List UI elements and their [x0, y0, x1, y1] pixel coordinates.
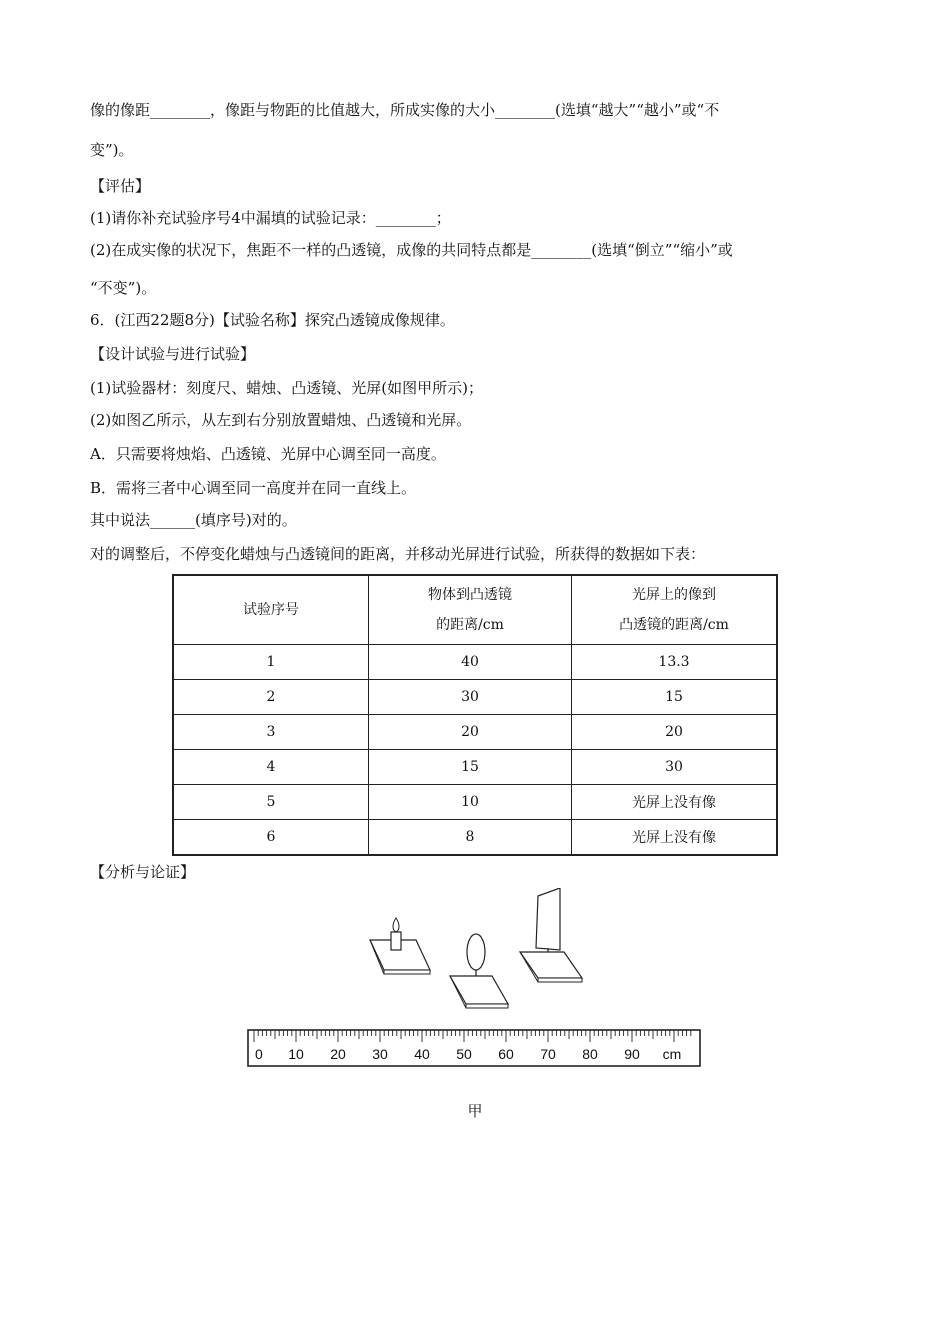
- cell-trial: 6: [173, 820, 369, 856]
- cell-image-distance: 30: [572, 750, 778, 785]
- text-line-6: “不变”)。: [90, 279, 157, 297]
- optical-bench-figure: [240, 888, 710, 1078]
- table-row: [173, 750, 777, 785]
- figure-caption: 甲: [467, 1102, 483, 1120]
- section-heading-design: 【设计试验与进行试验】: [90, 345, 256, 363]
- ruler-label: 60: [498, 1046, 514, 1062]
- text-line-9: (1)试验器材：刻度尺、蜡烛、凸透镜、光屏(如图甲所示)；: [90, 379, 483, 397]
- ruler-label: 20: [330, 1046, 346, 1062]
- cell-image-distance: 15: [572, 680, 778, 715]
- section-heading-analysis: 【分析与论证】: [90, 863, 196, 881]
- ruler-label: 70: [540, 1046, 556, 1062]
- table-row: [173, 785, 777, 820]
- cell-image-distance: 13.3: [572, 645, 778, 680]
- text-line-2: 变”)。: [90, 141, 134, 159]
- text-line-10: (2)如图乙所示，从左到右分别放置蜡烛、凸透镜和光屏。: [90, 411, 472, 429]
- ruler-label: 10: [288, 1046, 304, 1062]
- ruler-label: 40: [414, 1046, 430, 1062]
- ruler-label: cm: [662, 1046, 682, 1062]
- header-object-distance: 物体到凸透镜 的距离/cm: [369, 575, 572, 645]
- ruler-label: 50: [456, 1046, 472, 1062]
- cell-trial: 5: [173, 785, 369, 820]
- option-a: A．只需要将烛焰、凸透镜、光屏中心调至同一高度。: [90, 445, 446, 463]
- text-line-14: 对的调整后，不停变化蜡烛与凸透镜间的距离，并移动光屏进行试验，所获得的数据如下表：: [90, 545, 706, 563]
- cell-object-distance: 30: [369, 680, 572, 715]
- text-line-13: 其中说法______(填序号)对的。: [90, 511, 297, 529]
- cell-object-distance: 15: [369, 750, 572, 785]
- text-line-4: (1)请你补充试验序号4中漏填的试验记录：________；: [90, 209, 451, 227]
- table-row: [173, 820, 777, 856]
- ruler-label: 0: [255, 1046, 263, 1062]
- text-line-1: 像的像距________，像距与物距的比值越大，所成实像的大小________(选填“越大”“越小”或“不: [90, 101, 720, 119]
- cell-trial: 2: [173, 680, 369, 715]
- cell-object-distance: 40: [369, 645, 572, 680]
- data-table: [172, 574, 778, 856]
- ruler-label: 30: [372, 1046, 388, 1062]
- header-image-distance: 光屏上的像到 凸透镜的距离/cm: [572, 575, 778, 645]
- cell-image-distance: 20: [572, 715, 778, 750]
- ruler-label: 90: [624, 1046, 640, 1062]
- section-heading-evaluation: 【评估】: [90, 177, 151, 195]
- cell-object-distance: 8: [369, 820, 572, 856]
- cell-trial: 4: [173, 750, 369, 785]
- screen-on-base: [520, 888, 582, 982]
- cell-object-distance: 20: [369, 715, 572, 750]
- text-line-5: (2)在成实像的状况下，焦距不一样的凸透镜，成像的共同特点都是________(选填“倒立”“缩小”或: [90, 241, 733, 259]
- cell-object-distance: 10: [369, 785, 572, 820]
- ruler: [248, 1030, 700, 1066]
- table-header-row: [173, 575, 777, 645]
- question-6-title: 6．(江西22题8分)【试验名称】探究凸透镜成像规律。: [90, 311, 455, 329]
- table-row: [173, 715, 777, 750]
- candle-on-base: [370, 918, 430, 974]
- header-trial-number: 试验序号: [173, 575, 369, 645]
- option-b: B．需将三者中心调至同一高度并在同一直线上。: [90, 479, 417, 497]
- ruler-label: 80: [582, 1046, 598, 1062]
- cell-image-distance: 光屏上没有像: [572, 785, 778, 820]
- table-row: [173, 680, 777, 715]
- cell-trial: 3: [173, 715, 369, 750]
- table-row: [173, 645, 777, 680]
- cell-trial: 1: [173, 645, 369, 680]
- cell-image-distance: 光屏上没有像: [572, 820, 778, 856]
- lens-on-base: [450, 934, 508, 1008]
